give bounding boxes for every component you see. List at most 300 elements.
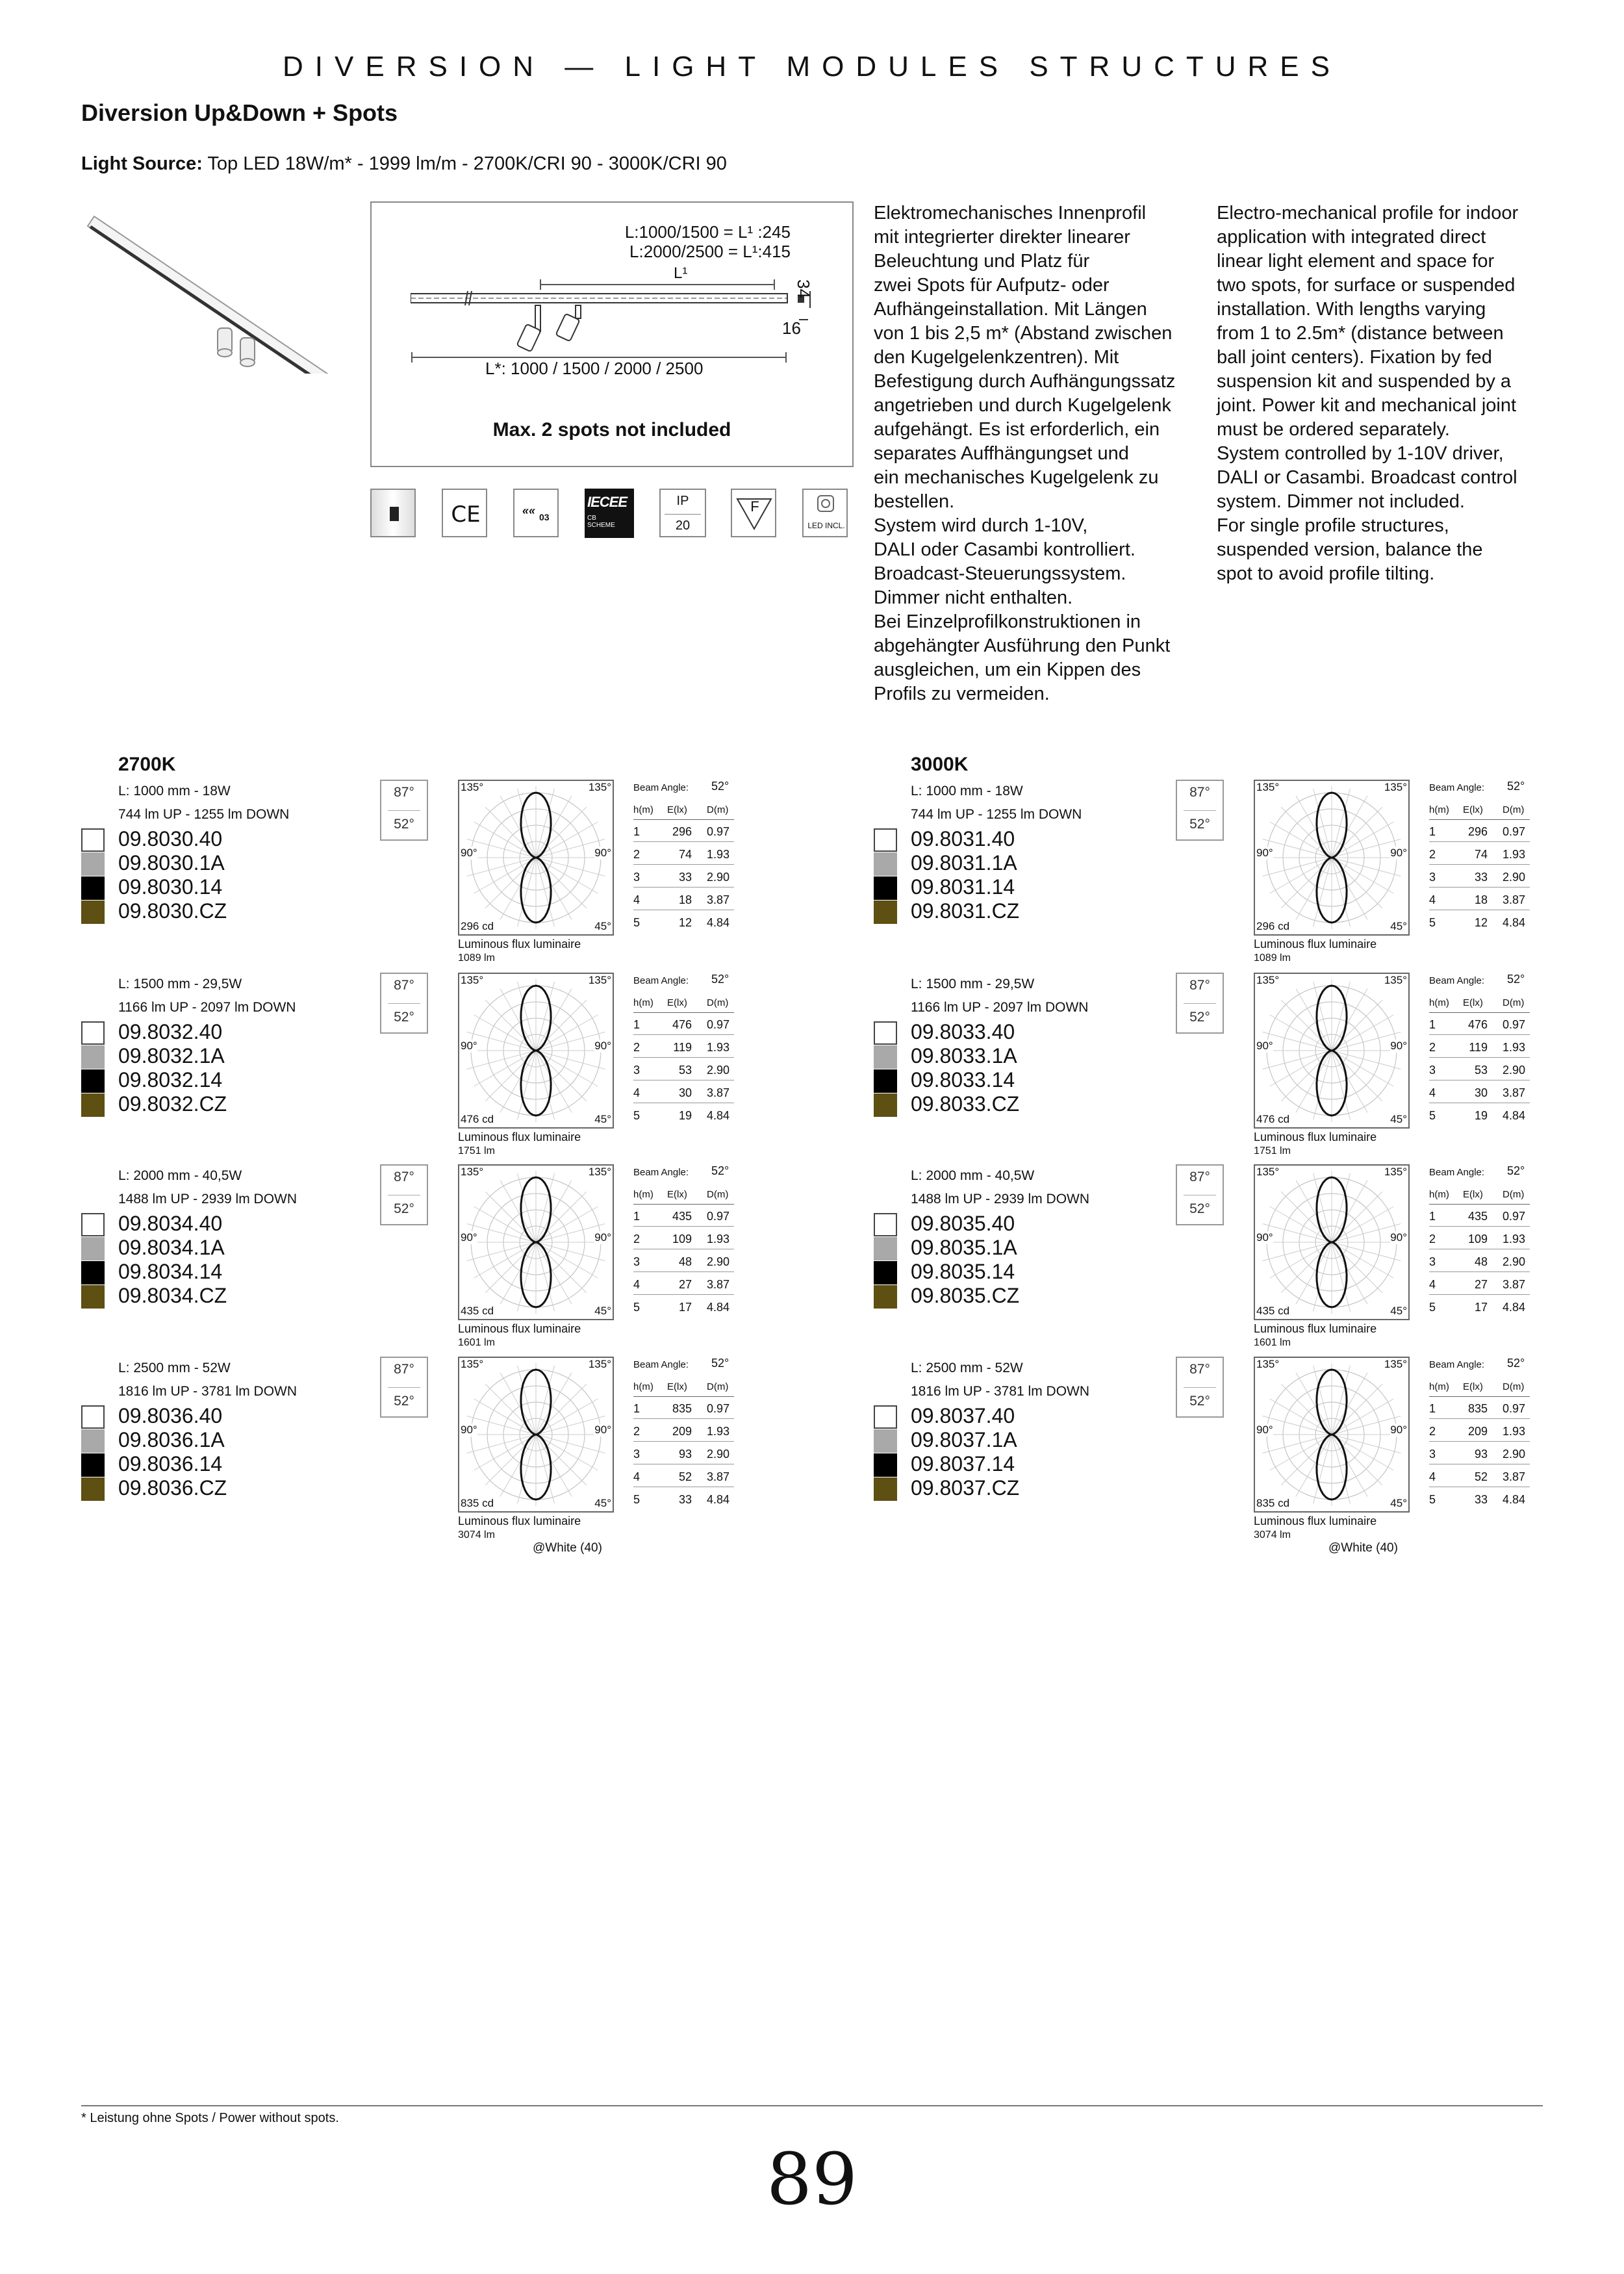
description-en-line: two spots, for surface or suspended <box>1217 275 1516 296</box>
beam-row-divider <box>1429 1057 1530 1058</box>
row-height: 4 <box>1429 1470 1436 1483</box>
angle-divider <box>1184 1003 1216 1004</box>
flux-label: Luminous flux luminaire <box>1254 1131 1377 1143</box>
article-code: 09.8032.40 <box>118 1020 223 1043</box>
finish-swatch <box>81 1405 105 1429</box>
beam-row-divider <box>633 1441 734 1442</box>
row-illuminance: 33 <box>1474 871 1488 884</box>
description-de-line: Dimmer nicht enthalten. <box>874 587 1073 608</box>
finish-swatch <box>81 1213 105 1236</box>
row-height: 5 <box>633 916 641 929</box>
row-illuminance: 835 <box>1467 1402 1488 1415</box>
description-de-line: DALI oder Casambi kontrolliert. <box>874 539 1136 560</box>
angle-lower: 52° <box>1189 1394 1210 1409</box>
footer-divider <box>81 2105 1543 2106</box>
flux-value: 1751 lm <box>1254 1145 1291 1156</box>
article-code: 09.8033.40 <box>911 1020 1015 1043</box>
description-de-line: Profils zu vermeiden. <box>874 683 1050 704</box>
description-de-line: Aufhängeinstallation. Mit Längen <box>874 299 1147 320</box>
description-en-line: ball joint centers). Fixation by fed <box>1217 347 1492 368</box>
lumen-spec: 1166 lm UP - 2097 lm DOWN <box>911 1000 1089 1015</box>
polar-label-135-right: 135° <box>1384 1358 1407 1370</box>
description-en-line: suspension kit and suspended by a <box>1217 371 1512 392</box>
beam-angle-label: Beam Angle: <box>1429 1359 1485 1370</box>
finish-note: @White (40) <box>1328 1541 1398 1555</box>
angle-upper: 87° <box>394 1169 414 1184</box>
description-de-line: separates Auffhängungset und <box>874 443 1129 464</box>
description-en-line: application with integrated direct <box>1217 227 1486 248</box>
angle-lower: 52° <box>1189 1010 1210 1025</box>
polar-chart <box>458 780 614 936</box>
row-illuminance: 33 <box>1474 1493 1488 1506</box>
row-diameter: 2.90 <box>707 1064 730 1077</box>
col-diameter: D(m) <box>707 1189 729 1200</box>
angle-lower: 52° <box>394 1010 414 1025</box>
row-diameter: 4.84 <box>1503 1109 1526 1122</box>
polar-label-135-right: 135° <box>1384 1166 1407 1178</box>
flux-label: Luminous flux luminaire <box>458 1514 581 1527</box>
row-diameter: 4.84 <box>707 1493 730 1506</box>
row-height: 1 <box>633 1402 641 1415</box>
finish-swatch <box>81 1021 105 1045</box>
row-height: 3 <box>633 1255 641 1268</box>
row-height: 1 <box>1429 1018 1436 1031</box>
row-height: 3 <box>633 1448 641 1461</box>
description-de-line: den Kugelgelenkzentren). Mit <box>874 347 1119 368</box>
flux-label: Luminous flux luminaire <box>1254 1322 1377 1335</box>
row-height: 2 <box>1429 1041 1436 1054</box>
l1-dimension-1: L:1000/1500 = L¹ :245 <box>624 222 791 242</box>
beam-angle-value: 52° <box>711 973 730 986</box>
row-illuminance: 27 <box>678 1278 692 1291</box>
col-illuminance: E(lx) <box>1463 1381 1483 1392</box>
polar-label-90-right: 90° <box>1390 1424 1407 1436</box>
finish-swatch <box>874 1021 897 1045</box>
f-mark-icon <box>731 489 776 537</box>
description-en-line: Electro-mechanical profile for indoor <box>1217 203 1519 224</box>
ip-label: IP <box>676 494 689 508</box>
article-code: 09.8031.40 <box>911 827 1015 850</box>
row-diameter: 3.87 <box>1503 1086 1526 1099</box>
article-code: 09.8033.1A <box>911 1044 1017 1067</box>
finish-swatch <box>81 1069 105 1093</box>
flux-label: Luminous flux luminaire <box>458 1131 581 1143</box>
description-de-line: aufgehängt. Es ist erforderlich, ein <box>874 419 1160 440</box>
col-height: h(m) <box>1429 1189 1449 1200</box>
angle-upper: 87° <box>394 785 414 800</box>
peak-intensity: 435 cd <box>461 1305 494 1317</box>
row-diameter: 1.93 <box>707 848 730 861</box>
angle-upper: 87° <box>1189 978 1210 993</box>
beam-row-divider <box>1429 841 1530 842</box>
beam-angle-box <box>1176 1357 1224 1418</box>
row-diameter: 0.97 <box>1503 1402 1526 1415</box>
spots-note: Max. 2 spots not included <box>492 419 731 441</box>
product-image <box>75 205 354 374</box>
length-power-spec: L: 1500 mm - 29,5W <box>911 977 1035 991</box>
lumen-spec: 744 lm UP - 1255 lm DOWN <box>911 807 1082 822</box>
polar-label-45: 45° <box>594 920 611 932</box>
row-height: 3 <box>1429 1448 1436 1461</box>
light-source-value: Top LED 18W/m* - 1999 lm/m - 2700K/CRI 90 - 3000K/CRI 90 <box>202 153 727 174</box>
beam-angle-box <box>1176 780 1224 841</box>
length-power-spec: L: 1000 mm - 18W <box>118 784 231 798</box>
row-illuminance: 93 <box>1474 1448 1488 1461</box>
beam-angle-box <box>380 1357 428 1418</box>
polar-label-135-right: 135° <box>588 1358 611 1370</box>
finish-swatch <box>81 1237 105 1260</box>
lumen-spec: 1816 lm UP - 3781 lm DOWN <box>911 1384 1090 1399</box>
wall-mount-icon <box>370 489 416 537</box>
row-height: 2 <box>633 1233 641 1246</box>
finish-swatch <box>81 1285 105 1309</box>
l1-mark: L¹ <box>674 264 688 282</box>
row-diameter: 0.97 <box>707 1210 730 1223</box>
polar-label-135-left: 135° <box>461 974 484 986</box>
row-height: 4 <box>633 1086 641 1099</box>
polar-label-45: 45° <box>594 1113 611 1125</box>
finish-swatch <box>81 1429 105 1453</box>
finish-swatch <box>81 1093 105 1117</box>
flux-label: Luminous flux luminaire <box>1254 1514 1377 1527</box>
finish-swatch <box>874 1045 897 1069</box>
article-code: 09.8030.1A <box>118 851 225 875</box>
polar-label-135-left: 135° <box>461 1358 484 1370</box>
row-diameter: 3.87 <box>1503 893 1526 906</box>
row-diameter: 2.90 <box>1503 871 1526 884</box>
row-height: 5 <box>633 1493 641 1506</box>
polar-diagram <box>1254 1357 1410 1513</box>
article-code: 09.8036.1A <box>118 1428 225 1451</box>
color-temperature-heading: 3000K <box>911 754 969 775</box>
polar-label-135-left: 135° <box>461 781 484 793</box>
row-illuminance: 19 <box>1474 1109 1488 1122</box>
row-height: 2 <box>1429 848 1436 861</box>
row-diameter: 4.84 <box>1503 1301 1526 1314</box>
row-height: 3 <box>1429 871 1436 884</box>
angle-upper: 87° <box>1189 785 1210 800</box>
finish-swatch <box>874 1477 897 1501</box>
page-number: 89 <box>767 2138 857 2221</box>
angle-lower: 52° <box>1189 817 1210 832</box>
color-temperature-heading: 2700K <box>118 754 176 775</box>
polar-label-90-left: 90° <box>1256 1040 1273 1052</box>
row-diameter: 1.93 <box>1503 1041 1526 1054</box>
row-illuminance: 209 <box>672 1425 692 1438</box>
finish-swatch <box>81 1477 105 1501</box>
finish-swatch <box>874 852 897 876</box>
flux-value: 3074 lm <box>1254 1529 1291 1540</box>
f-mark-text: F <box>750 498 759 515</box>
beam-angle-value: 52° <box>1507 973 1525 986</box>
polar-label-90-right: 90° <box>594 847 611 859</box>
article-code: 09.8035.40 <box>911 1212 1015 1235</box>
article-code: 09.8031.14 <box>911 875 1015 899</box>
row-illuminance: 119 <box>673 1041 692 1054</box>
row-diameter: 4.84 <box>1503 1493 1526 1506</box>
row-diameter: 4.84 <box>1503 916 1526 929</box>
ce-mark-text: CE <box>451 502 481 528</box>
col-height: h(m) <box>1429 1381 1449 1392</box>
beam-angle-label: Beam Angle: <box>633 782 689 793</box>
polar-diagram <box>1254 973 1410 1129</box>
article-code: 09.8035.CZ <box>911 1284 1020 1307</box>
col-illuminance: E(lx) <box>1463 997 1483 1008</box>
iecee-cb-icon <box>585 489 634 538</box>
col-height: h(m) <box>633 997 653 1008</box>
row-illuminance: 30 <box>678 1086 692 1099</box>
description-en-line: System controlled by 1-10V driver, <box>1217 443 1504 464</box>
col-diameter: D(m) <box>1503 1189 1525 1200</box>
finish-swatch <box>874 1453 897 1477</box>
row-diameter: 0.97 <box>1503 825 1526 838</box>
polar-label-135-left: 135° <box>1256 974 1280 986</box>
finish-swatch <box>81 1453 105 1477</box>
polar-chart <box>458 1357 614 1513</box>
row-diameter: 1.93 <box>1503 1425 1526 1438</box>
polar-diagram <box>1254 780 1410 936</box>
article-code: 09.8030.40 <box>118 827 223 850</box>
col-illuminance: E(lx) <box>667 804 687 815</box>
beam-row-divider <box>633 1226 734 1227</box>
col-height: h(m) <box>633 1189 653 1200</box>
beam-angle-box <box>1176 1164 1224 1225</box>
description-de-line: Broadcast-Steuerungssystem. <box>874 563 1126 584</box>
row-height: 5 <box>1429 1109 1436 1122</box>
row-illuminance: 48 <box>678 1255 692 1268</box>
beam-table-divider <box>633 1396 734 1397</box>
row-diameter: 2.90 <box>707 871 730 884</box>
angle-lower: 52° <box>394 817 414 832</box>
description-en-line: suspended version, balance the <box>1217 539 1483 560</box>
polar-diagram <box>1254 1164 1410 1320</box>
finish-swatch <box>81 1261 105 1284</box>
angle-divider <box>1184 1387 1216 1388</box>
polar-label-45: 45° <box>594 1497 611 1509</box>
beam-angle-label: Beam Angle: <box>633 975 689 986</box>
angle-divider <box>388 1003 420 1004</box>
row-height: 2 <box>1429 1233 1436 1246</box>
polar-chart <box>458 1164 614 1320</box>
iecee-text: IECEE <box>587 494 628 510</box>
polar-label-90-left: 90° <box>461 1424 477 1436</box>
finish-swatch <box>874 876 897 900</box>
angle-upper: 87° <box>1189 1362 1210 1377</box>
article-code: 09.8036.14 <box>118 1452 223 1476</box>
article-code: 09.8037.40 <box>911 1404 1015 1427</box>
description-german <box>874 201 1212 706</box>
finish-swatch <box>81 1045 105 1069</box>
polar-label-45: 45° <box>1390 1305 1407 1317</box>
finish-swatch <box>874 1429 897 1453</box>
description-english <box>1217 201 1554 586</box>
beam-row-divider <box>633 887 734 888</box>
col-diameter: D(m) <box>707 804 729 815</box>
col-height: h(m) <box>633 804 653 815</box>
row-height: 5 <box>1429 1301 1436 1314</box>
col-diameter: D(m) <box>707 1381 729 1392</box>
row-illuminance: 119 <box>1469 1041 1488 1054</box>
angle-upper: 87° <box>394 978 414 993</box>
row-diameter: 3.87 <box>707 893 730 906</box>
description-de-line: Elektromechanisches Innenprofil <box>874 203 1147 224</box>
article-code: 09.8035.14 <box>911 1260 1015 1283</box>
beam-row-divider <box>1429 1271 1530 1272</box>
light-source-label: Light Source: <box>81 153 203 174</box>
beam-angle-value: 52° <box>1507 1357 1525 1370</box>
polar-label-90-left: 90° <box>1256 847 1273 859</box>
article-code: 09.8032.1A <box>118 1044 225 1067</box>
description-de-line: Befestigung durch Aufhängungssatz <box>874 371 1176 392</box>
row-illuminance: 476 <box>672 1018 692 1031</box>
beam-row-divider <box>1429 1034 1530 1035</box>
row-diameter: 3.87 <box>707 1470 730 1483</box>
row-illuminance: 48 <box>1474 1255 1488 1268</box>
peak-intensity: 835 cd <box>1256 1497 1290 1509</box>
polar-label-135-left: 135° <box>1256 1166 1280 1178</box>
finish-swatch <box>81 852 105 876</box>
row-height: 5 <box>633 1301 641 1314</box>
peak-intensity: 476 cd <box>1256 1113 1290 1125</box>
flux-value: 1751 lm <box>458 1145 495 1156</box>
polar-label-135-left: 135° <box>461 1166 484 1178</box>
angle-lower: 52° <box>1189 1201 1210 1216</box>
description-de-line: bestellen. <box>874 491 955 512</box>
col-illuminance: E(lx) <box>667 997 687 1008</box>
row-height: 1 <box>633 1018 641 1031</box>
finish-swatch <box>874 1405 897 1429</box>
polar-label-90-right: 90° <box>1390 847 1407 859</box>
polar-diagram <box>458 1357 614 1513</box>
description-en-line: installation. With lengths varying <box>1217 299 1486 320</box>
length-power-spec: L: 2000 mm - 40,5W <box>118 1168 242 1183</box>
energy-class-icon: «« 03 <box>513 489 559 537</box>
polar-diagram <box>458 1164 614 1320</box>
beam-row-divider <box>633 1057 734 1058</box>
row-illuminance: 17 <box>1474 1301 1488 1314</box>
beam-row-divider <box>633 1418 734 1419</box>
l1-dimension-2: L:2000/2500 = L¹:415 <box>629 242 791 261</box>
length-power-spec: L: 2500 mm - 52W <box>911 1361 1023 1375</box>
description-en-line: must be ordered separately. <box>1217 419 1450 440</box>
row-diameter: 1.93 <box>1503 848 1526 861</box>
polar-label-90-right: 90° <box>1390 1231 1407 1244</box>
article-code: 09.8035.1A <box>911 1236 1017 1259</box>
description-en-line: DALI or Casambi. Broadcast control <box>1217 467 1517 488</box>
beam-row-divider <box>1429 1441 1530 1442</box>
iecee-sub: CB SCHEME <box>587 515 615 529</box>
angle-divider <box>1184 810 1216 811</box>
polar-chart <box>458 973 614 1129</box>
peak-intensity: 476 cd <box>461 1113 494 1125</box>
description-de-line: angetrieben und durch Kugelgelenk <box>874 395 1171 416</box>
row-height: 1 <box>633 1210 641 1223</box>
description-de-line: abgehängter Ausführung den Punkt <box>874 635 1171 656</box>
article-code: 09.8033.14 <box>911 1068 1015 1092</box>
lumen-spec: 1166 lm UP - 2097 lm DOWN <box>118 1000 296 1015</box>
row-height: 5 <box>1429 916 1436 929</box>
row-diameter: 0.97 <box>707 825 730 838</box>
row-illuminance: 33 <box>678 871 692 884</box>
peak-intensity: 296 cd <box>1256 920 1290 932</box>
beam-table-divider <box>1429 1396 1530 1397</box>
col-diameter: D(m) <box>707 997 729 1008</box>
row-diameter: 3.87 <box>1503 1278 1526 1291</box>
description-de-line: Bei Einzelprofilkonstruktionen in <box>874 611 1141 632</box>
beam-row-divider <box>1429 1226 1530 1227</box>
row-height: 2 <box>633 848 641 861</box>
flux-label: Luminous flux luminaire <box>1254 938 1377 951</box>
finish-swatch <box>874 901 897 924</box>
row-diameter: 0.97 <box>1503 1018 1526 1031</box>
beam-table-divider <box>1429 819 1530 820</box>
row-height: 1 <box>633 825 641 838</box>
row-illuminance: 109 <box>672 1233 692 1246</box>
article-code: 09.8034.CZ <box>118 1284 227 1307</box>
light-source <box>81 153 727 175</box>
row-illuminance: 74 <box>1474 848 1488 861</box>
row-diameter: 4.84 <box>707 1109 730 1122</box>
lumen-spec: 1816 lm UP - 3781 lm DOWN <box>118 1384 298 1399</box>
beam-angle-value: 52° <box>711 780 730 793</box>
row-illuminance: 12 <box>678 916 692 929</box>
peak-intensity: 296 cd <box>461 920 494 932</box>
beam-row-divider <box>633 1294 734 1295</box>
row-diameter: 1.93 <box>1503 1233 1526 1246</box>
polar-label-135-left: 135° <box>1256 1358 1280 1370</box>
beam-table-divider <box>1429 1204 1530 1205</box>
row-diameter: 2.90 <box>1503 1448 1526 1461</box>
row-illuminance: 17 <box>678 1301 692 1314</box>
beam-row-divider <box>633 864 734 865</box>
article-code: 09.8030.CZ <box>118 899 227 923</box>
row-height: 1 <box>1429 825 1436 838</box>
article-code: 09.8033.CZ <box>911 1092 1020 1116</box>
description-en-line: system. Dimmer not included. <box>1217 491 1465 512</box>
angle-upper: 87° <box>1189 1169 1210 1184</box>
row-illuminance: 52 <box>678 1470 692 1483</box>
flux-value: 3074 lm <box>458 1529 495 1540</box>
flux-value: 1089 lm <box>1254 952 1291 964</box>
peak-intensity: 435 cd <box>1256 1305 1290 1317</box>
article-code: 09.8032.14 <box>118 1068 223 1092</box>
row-diameter: 0.97 <box>1503 1210 1526 1223</box>
description-en-line: from 1 to 2.5m* (distance between <box>1217 323 1504 344</box>
beam-angle-value: 52° <box>711 1357 730 1370</box>
row-height: 2 <box>1429 1425 1436 1438</box>
row-illuminance: 18 <box>1474 893 1488 906</box>
row-diameter: 1.93 <box>707 1041 730 1054</box>
row-illuminance: 33 <box>678 1493 692 1506</box>
finish-swatch <box>874 1285 897 1309</box>
row-illuminance: 835 <box>672 1402 692 1415</box>
article-code: 09.8037.14 <box>911 1452 1015 1476</box>
row-diameter: 3.87 <box>1503 1470 1526 1483</box>
col-diameter: D(m) <box>1503 1381 1525 1392</box>
row-height: 3 <box>633 871 641 884</box>
row-illuminance: 93 <box>678 1448 692 1461</box>
polar-chart <box>1254 973 1410 1129</box>
polar-label-45: 45° <box>1390 920 1407 932</box>
article-code: 09.8031.CZ <box>911 899 1020 923</box>
polar-label-90-left: 90° <box>461 847 477 859</box>
row-height: 3 <box>633 1064 641 1077</box>
row-diameter: 3.87 <box>707 1278 730 1291</box>
angle-divider <box>388 1387 420 1388</box>
beam-table-divider <box>633 819 734 820</box>
finish-swatch <box>874 1093 897 1117</box>
ce-mark-icon <box>442 489 487 537</box>
